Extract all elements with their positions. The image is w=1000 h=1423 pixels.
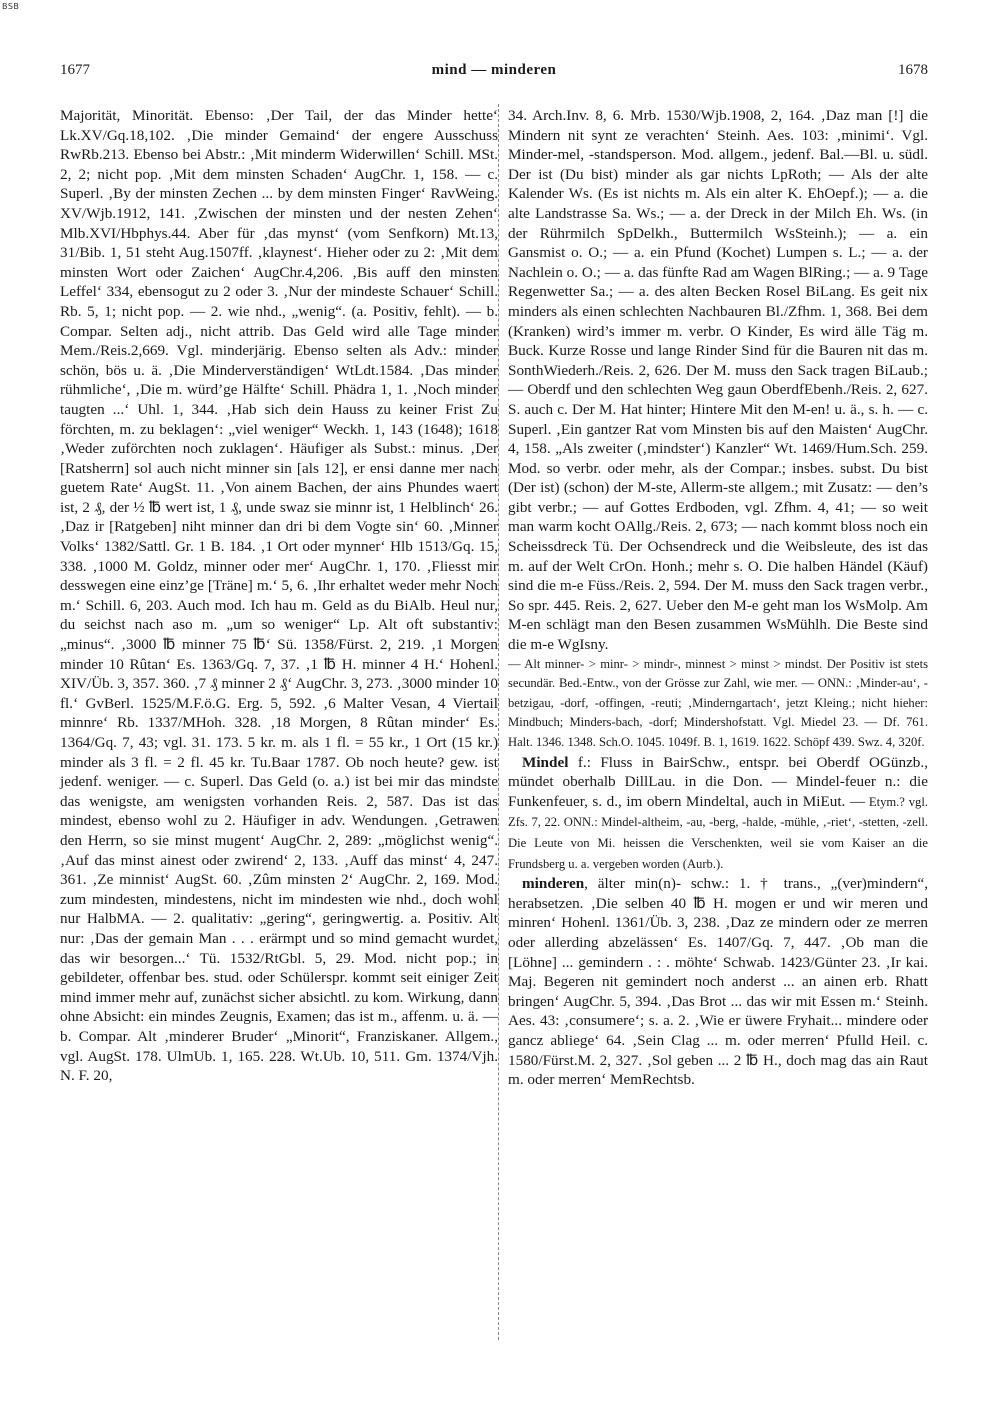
- etymology-note: — Alt minner- > minr- > mindr-, minnest > minst > mindst. Der Positiv ist stets secundär. Bed.-Entw., von der Grösse zur Zahl, wie mer. — ONN.: ‚Minder-au‘, -betzigau, -dorf, -offingen, -reuti; ‚Minderngartach‘, jetzt Kleing.; nicht hieher: Mindbuch; Minders-bach, -dorf; Mindershofstatt. Vgl. Miedel 23. — Df. 761. Halt. 1346. 1348. Sch.O. 1045. 1049f. B. 1, 1619. 1622. Schöpf 439. Swz. 4, 320f.: [508, 656, 928, 749]
- headword-mindern: minderen: [522, 875, 585, 893]
- entry-mindern-text: , älter min(n)- schw.: 1. † trans., „(ver)mindern“, herabsetzen. ‚Die selben 40 ℔ H. mogen er und wir meren und minren‘ Hohenl. 1361/Üb. 3, 238. ‚Daz ze mindern oder ze merren oder allerding abzelässen‘ Es. 1407/Gq. 7, 447. ‚Ob man die [Löhne] ... gemindern . : . möhte‘ Schwab. 1423/Günter 23. ‚Ir kai. Maj. Begeren nit gemindert noch anderst ... an ainen erb. Rhatt bringen‘ AugChr. 5, 394. ‚Das Brot ... das wir mit Essen m.‘ Steinh. Aes. 43: ‚consumere‘; s. a. 2. ‚Wie er üwere Fryhait... mindere oder gancz abliege‘ 64. ‚Sein Clag ... m. oder merren‘ Pfulld Heil. c. 1580/Fürst.M. 2, 327. ‚Sol geben ... 2 ℔ H., doch mag das ain Raut m. oder merren‘ MemRechtsb.: [508, 875, 928, 1089]
- library-stamp: BSB: [2, 2, 20, 11]
- entry-mindern: [508, 874, 928, 1090]
- entry-mindel-text: f.: Fluss in BairSchw., entspr. bei Oberdf OGünzb., mündet oberhalb DillLau. in die Don. — Mindel-feuer n.: die Funkenfeuer, s. d., im obern Mindeltal, auch in MiEut. —: [508, 753, 928, 810]
- left-column-text: Majorität, Minorität. Ebenso: ‚Der Tail, der das Minder hette‘ Lk.XV/Gq.18,102. ‚Die minder Gemaind‘ der engere Ausschuss RwRb.213. Ebenso bei Abstr.: ‚Mit minderm Widerwillen‘ Schill. MSt. 2, 2; nicht pop. ‚Mit dem minsten Schaden‘ AugChr. 1, 158. — c. Superl. ‚By der minsten Zechen ... by dem minsten Finger‘ RavWeing. XV/Wjb.1912, 141. ‚Zwischen der minsten und der nesten Zehen‘ Mlb.XVI/Hbphys.44. Aber für ‚das mynst‘ (vom Senfkorn) Mt.13, 31/Bib. 1, 51 steht Aug.1507ff. ‚klaynest‘. Hieher oder zu 2: ‚Mit dem minsten Wort oder Zaichen‘ AugChr.4,206. ‚Bis auff den minsten Leffel‘ 334, ebensogut zu 2 oder 3. ‚Nur der mindeste Schauer‘ Schill. Rb. 5, 1; nicht pop. — 2. wie nhd., „wenig“. (a. Positiv, fehlt). — b. Compar. Selten adj., nicht attrib. Das Geld wird alle Tage minder Mem./Reis.2,669. Vgl. minderjärig. Ebenso selten als Adv.: minder schön, bös u. ä. ‚Die Minderverständigen‘ WtLdt.1584. ‚Das minder rühmliche‘, ‚Die m. würd’ge Hälfte‘ Schill. Phädra 1, 1. ‚Noch minder taugten ...‘ Uhl. 1, 344. ‚Hab sich dein Hauss zu keiner Frist Zu förchten, m. zu beklagen‘: „viel weniger“ Weckh. 1, 143 (1648); 1618 ‚Weder zuförchten noch zuklagen‘. Häufiger als Subst.: minus. ‚Der [Ratsherrn] sol auch nicht minner sin [als 12], er ensi danne mer nach guetem Rate‘ AugSt. 11. ‚Von ainem Bachen, der ains Phundes waert ist, 2 ₰, der ½ ℔ wert ist, 1 ₰, unde swaz sie minnr ist, 1 Helblinch‘ 26. ‚Daz ir [Ratgeben] niht minner dan dri bi dem Vogte sin‘ 60. ‚Minner Volks‘ 1382/Sattl. Gr. 1 B. 184. ‚1 Ort oder mynner‘ Hlb 1513/Gq. 15, 338. ‚1000 M. Goldz, minner oder mer‘ AugChr. 1, 170. ‚Fliesst mir desswegen eine einz’ge [Träne] m.‘ 5, 6. ‚Ihr erhaltet weder mehr Noch m.‘ Schill. 6, 203. Auch mod. Ich hau m. Geld as du BiAlb. Heul nur, du seichst nach aso m. „um so weniger“ Lp. Alt oft substantiv: „minus“. ‚3000 ℔ minner 75 ℔‘ Sü. 1358/Fürst. 2, 219. ‚1 Morgen minder 10 Rûtan‘ Es. 1363/Gq. 7, 37. ‚1 ℔ H. minner 4 H.‘ Hohenl. XIV/Üb. 3, 357. 360. ‚7 ₰ minner 2 ₰‘ AugChr. 3, 273. ‚3000 minder 10 fl.‘ GvBerl. 1525/M.F.ö.G. Erg. 5, 592. ‚6 Malter Vesan, 4 Viertail minnre‘ Rb. 1337/MHoh. 328. ‚18 Morgen, 8 Rûtan minder‘ Es. 1364/Gq. 7, 43; vgl. 31. 173. 5 kr. m. als 1 fl. = 55 kr., 1 Ort (15 kr.) minder als 3 fl. = 2 fl. 45 kr. Tu.Baar 1787. Ob noch heute? gew. ist jedenf. weniger. — c. Superl. Das Geld (o. a.) ist bei mir das mindste das wenigste, am wenigsten vorhanden Reis. 2, 587. Das ist das mindest, ebenso wohl zu 2. Häufiger in adv. Wendungen. ‚Getrawen den Herrn, so sie minst mugent‘ AugChr. 2, 289: „möglichst wenig“. ‚Auf das minst ainest oder zwirend‘ 2, 133. ‚Auff das minst‘ 4, 247. 361. ‚Ze minnist‘ AugSt. 60. ‚Zûm minsten 2‘ AugChr. 2, 169. Mod. zum mindesten, mindestens, nicht im mindesten wie nhd., doch wohl nur HalbMA. — 2. qualitativ: „gering“, geringwertig. a. Positiv. Alt nur: ‚Das der gemain Man . . . erärmpt und so mind gemacht wurdet, das wir besorgen...‘ Tü. 1532/RtGbl. 5, 29. Mod. nicht pop.; in gebildeter, offenbar bes. stud. oder Schülerspr. kommt seit einiger Zeit mind immer mehr auf, zunächst sicher absichtl. zu kom. Wirkung, dann ohne Absicht: ein mindes Zeugnis, Examen; das ist m., affenm. u. ä. — b. Compar. Alt ‚minderer Bruder‘ „Minorit“, Franziskaner. Allgem., vgl. AugSt. 178. UlmUb. 1, 165. 228. Wt.Ub. 10, 511. Gm. 1374/Vjh. N. F. 20,: [60, 107, 498, 1085]
- right-column: [508, 106, 928, 1090]
- headword-mindel: Mindel: [522, 753, 569, 771]
- page-header: [60, 62, 928, 82]
- running-title: mind — minderen: [431, 62, 557, 78]
- left-column: [60, 106, 498, 1086]
- right-column-text: 34. Arch.Inv. 8, 6. Mrb. 1530/Wjb.1908, 2, 164. ‚Daz man [!] die Mindern nit synt ze verachten‘ Steinh. Aes. 103: ‚minimi‘. Vgl. Minder-mel, -standsperson. Mod. allgem., jedenf. Bal.—Bl. u. südl. Der ist (Du bist) minder als gar nichts LpRoth; — Als der alte Kalender Ws. (Es ist nichts m. Als ein alter K. EhOepf.); — a. die alte Landstrasse Sa. Ws.; — a. der Dreck in der Milch Eh. Ws. (in der Rührmilch SpDelkh., Buttermilch WsSteinh.); — a. ein Gansmist o. O.; — a. ein Pfund (Kochet) Lumpen s. L.; — a. der Nachlein o. O.; — a. das fünfte Rad am Wagen BlRing.; — a. 9 Tage Regenwetter Sa.; — a. des alten Becken Rosel BiLang. Es geit nix minders als einen schlechten Nachbauren Bl./Zfhm. 1, 368. Bei dem (Kranken) wird’s immer m. verbr. O Kinder, Es wird älle Täg m. Buck. Kurze Rosse und lange Rinder Sind für die Bauren nit das m. SonthWiederh./Reis. 2, 626. Der M. muss den Sack tragen BiLaub.; — Oberdf und den schlechten Weg gaun OberdfEbenh./Reis. 2, 627. S. auch c. Der M. Hat hinter; Hintere Mit den M-en! u. ä., s. h. — c. Superl. ‚Ein gantzer Rat vom Minsten bis auf den Maisten‘ AugChr. 4, 158. „Als zweiter (‚mindster‘) Kanzler“ Wt. 1469/Hum.Sch. 259. Mod. so verbr. oder mehr, als der Compar.; insbes. subst. Du bist (Der ist) (schon) der M-ste, Allerm-ste allgem.; mit Zusatz: — den’s gibt verbr.; — auf Gottes Erdboden, vgl. Zfhm. 4, 41; — so weit man warm kocht OAllg./Reis. 2, 673; — nach kommt bloss noch ein Scheissdreck Tü. Der Ochsendreck und die Weibsleute, des ist das m. auf der Welt CrOn. Honh.; mehr s. O. Die halben Händel (Käuf) sind die m-e Füss./Reis. 2, 594. Der M. muss den Sack tragen verbr., So spr. 445. Reis. 2, 627. Ueber den M-e geht man los WsMolp. Am M-en schlägt man den Besen zusammen WsMühlh. Die Beste sind die m-e WgIsny.: [508, 107, 928, 654]
- page-number-right: 1678: [898, 62, 928, 78]
- entry-mindel-note: Etym.? vgl. Zfs. 7, 22. ONN.: Mindel-altheim, -au, -berg, -halde, -mühle, ‚-riet‘, -stetten, -zell. Die Leute von Mi. heissen die Verschenkten, weil sie vom Kaiser an die Frundsberg u. a. vergeben worden (Aurb.).: [508, 794, 928, 871]
- entry-mindel: [508, 753, 928, 875]
- column-divider: [498, 104, 499, 1340]
- page-number-left: 1677: [60, 62, 90, 78]
